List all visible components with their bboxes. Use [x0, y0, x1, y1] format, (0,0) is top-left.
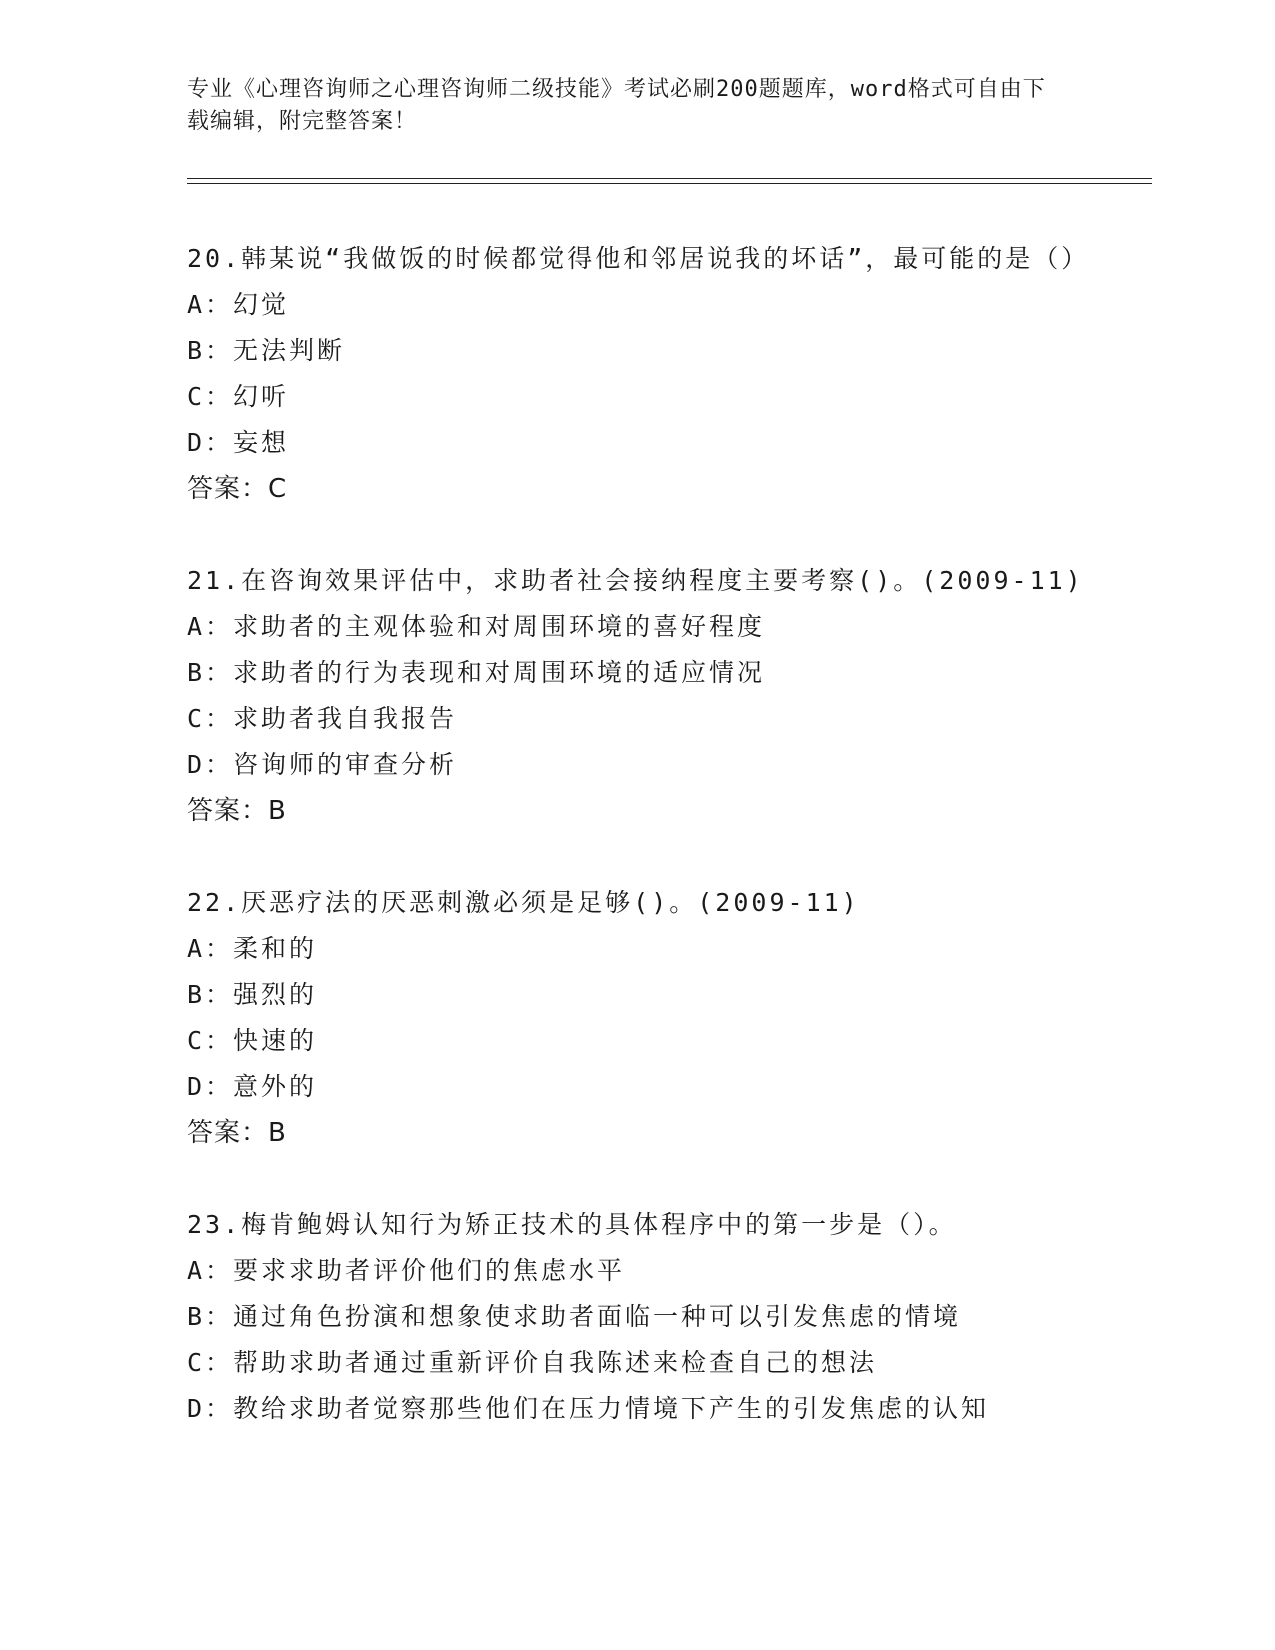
answer-text: 答案：B: [187, 796, 287, 826]
option-c: C：快速的: [187, 1026, 318, 1055]
question-text: 22.厌恶疗法的厌恶刺激必须是足够()。(2009-11): [187, 888, 860, 917]
option-d: D：妄想: [187, 428, 290, 457]
answer-text: 答案：B: [187, 1118, 287, 1148]
header-divider-bottom: [187, 183, 1152, 184]
question-item: [187, 880, 1152, 1156]
option-a: A：幻觉: [187, 290, 290, 319]
header-divider-top: [187, 178, 1152, 179]
option-d: D：意外的: [187, 1072, 318, 1101]
document-header: 专业《心理咨询师之心理咨询师二级技能》考试必刷200题题库，word格式可自由下载编辑，附完整答案！: [187, 77, 1046, 134]
question-item: [187, 1202, 1152, 1432]
option-b: B：求助者的行为表现和对周围环境的适应情况: [187, 658, 766, 687]
question-text: 21.在咨询效果评估中，求助者社会接纳程度主要考察()。(2009-11): [187, 566, 1084, 595]
option-a: A：求助者的主观体验和对周围环境的喜好程度: [187, 612, 766, 641]
question-item: [187, 236, 1152, 512]
answer-text: 答案：C: [187, 474, 288, 504]
question-text: 20.韩某说“我做饭的时候都觉得他和邻居说我的坏话”，最可能的是（）: [187, 244, 1090, 273]
question-item: [187, 558, 1152, 834]
option-d: D：咨询师的审查分析: [187, 750, 458, 779]
option-c: C：帮助求助者通过重新评价自我陈述来检查自己的想法: [187, 1348, 878, 1377]
option-b: B：无法判断: [187, 336, 346, 365]
option-b: B：通过角色扮演和想象使求助者面临一种可以引发焦虑的情境: [187, 1302, 962, 1331]
option-a: A：柔和的: [187, 934, 318, 963]
option-a: A：要求求助者评价他们的焦虑水平: [187, 1256, 626, 1285]
option-b: B：强烈的: [187, 980, 318, 1009]
option-c: C：幻听: [187, 382, 290, 411]
option-c: C：求助者我自我报告: [187, 704, 458, 733]
question-list: [187, 236, 1152, 1478]
question-text: 23.梅肯鲍姆认知行为矫正技术的具体程序中的第一步是（）。: [187, 1210, 957, 1239]
option-d: D：教给求助者觉察那些他们在压力情境下产生的引发焦虑的认知: [187, 1394, 990, 1423]
